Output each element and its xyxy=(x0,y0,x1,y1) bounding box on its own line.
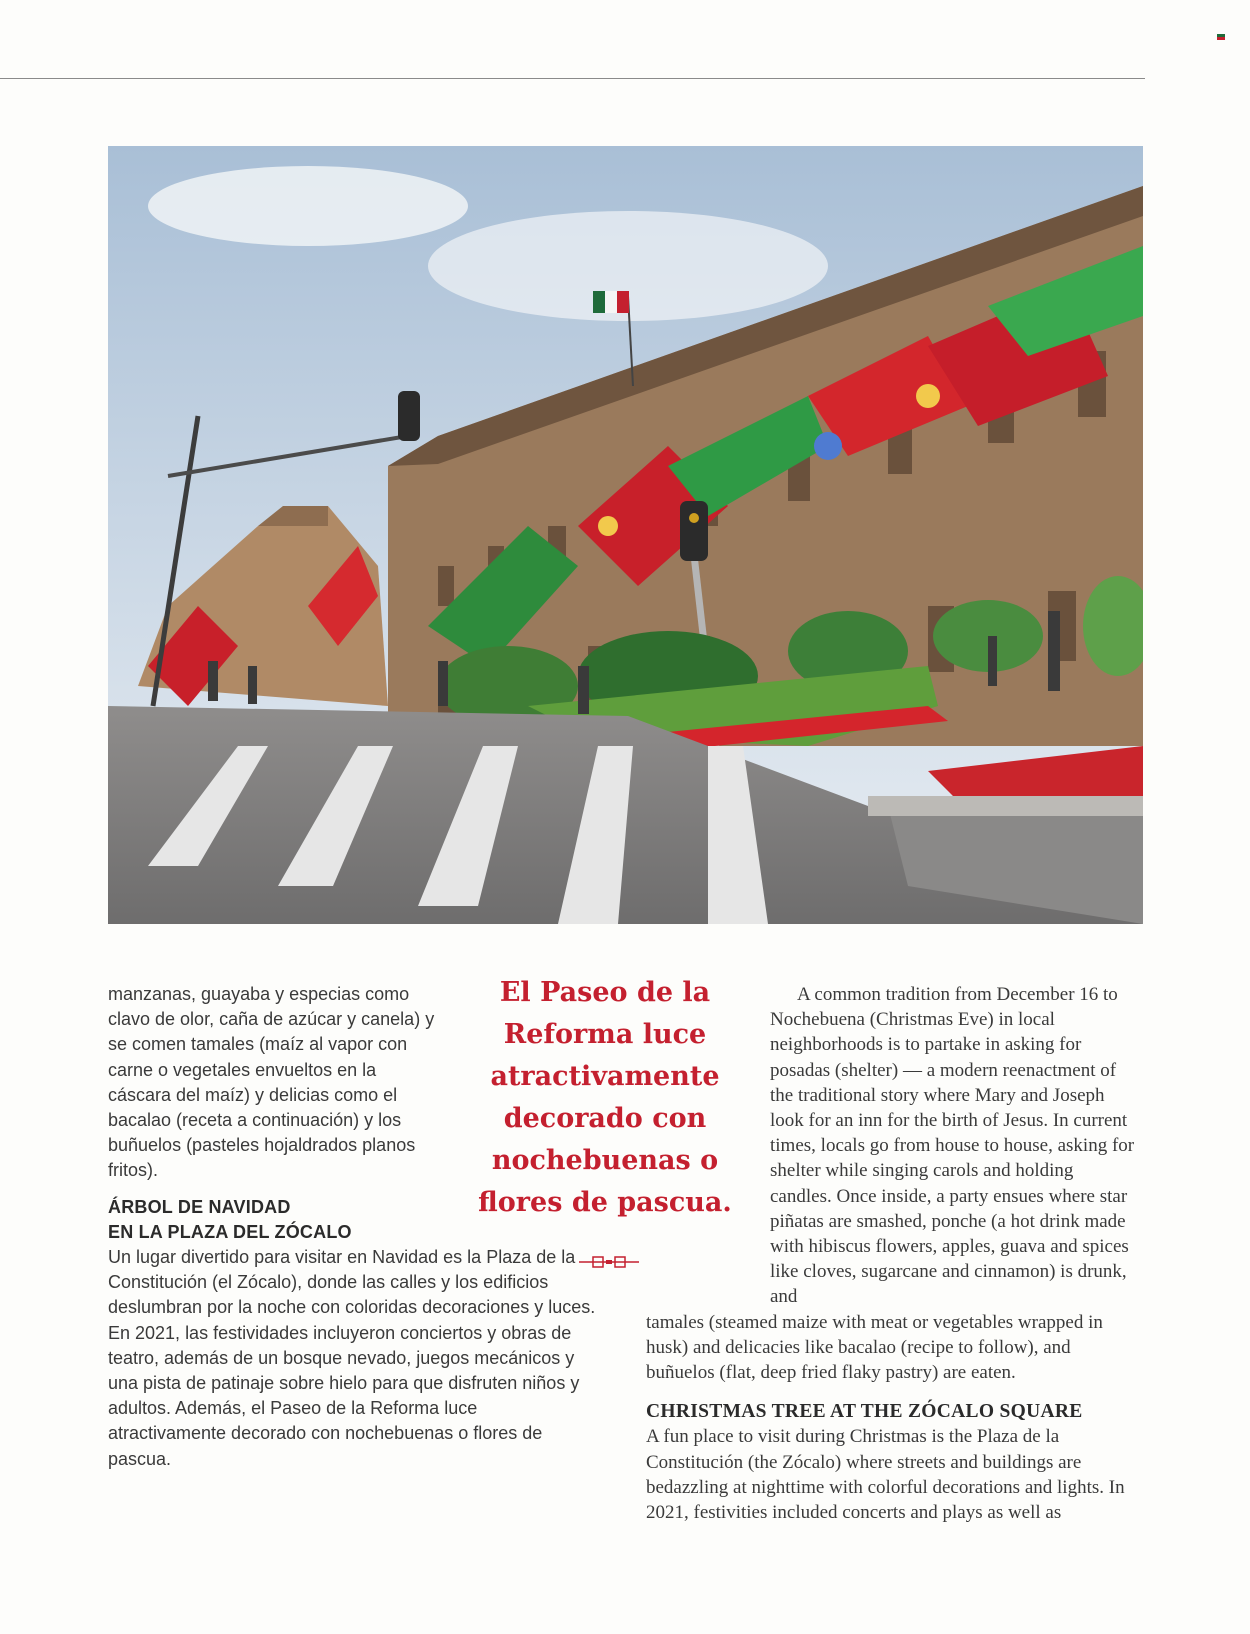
english-intro-wide: tamales (steamed maize with meat or vegetables wrapped in husk) and delicacies like bacalao (recipe to follow), and buñuelos (flat, deep fried flaky pastry) are eaten. xyxy=(646,1311,1103,1384)
spanish-heading-line1: ÁRBOL DE NAVIDAD xyxy=(108,1196,291,1217)
english-intro-narrow: A common tradition from December 16 to Nochebuena (Christmas Eve) in local neighborhoods is to partake in asking for posadas (shelter) — a modern reenactment of the traditional story where Mary and Joseph look for an inn for the birth of Jesus. In current times, locals go from house to house, asking for shelter while singing carols and holding candles. Once inside, a party ensues where star piñatas are smashed, ponche (a hot drink made with hibiscus flowers, apples, guava and spices like cloves, sugarcane and cinnamon) is drunk, and xyxy=(770,984,1135,1308)
english-section-heading: CHRISTMAS TREE AT THE ZÓCALO SQUARE xyxy=(646,1401,1083,1423)
english-body-paragraph: A fun place to visit during Christmas is the Plaza de la Constitución (the Zócalo) where streets and buildings are bedazzling at nighttime with colorful decorations and lights. In 2021, festivities included concerts and plays as well as xyxy=(646,1426,1125,1524)
spanish-body-paragraph: Un lugar divertido para visitar en Navidad es la Plaza de la Constitución (el Zócalo), donde las calles y los edificios deslumbran por la noche con coloridas decoraciones y luces. En 2021, las festividades incluyeron conciertos y obras de teatro, además de un bosque nevado, juegos mecánicos y una pista de patinaje sobre hielo para que disfruten niños y adultos. Además, el Paseo de la Reforma luce atractivamente decorado con nochebuenas o flores de pascua. xyxy=(108,1247,596,1469)
spanish-intro-paragraph: manzanas, guayaba y especias como clavo de olor, caña de azúcar y canela) y se comen tamales (maíz al vapor con carne o vegetales envueltos en la cáscara del maíz) y delicias como el bacalao (receta a continuación) y los buñuelos (pasteles hojaldrados planos fritos). xyxy=(108,984,435,1181)
hero-photo xyxy=(108,146,1143,924)
pull-quote: El Paseo de la Reforma luce atractivamente decorado con nochebuenas o flores de pascua. xyxy=(478,977,732,1218)
header-rule xyxy=(0,78,1145,79)
flag-mark-icon xyxy=(1217,34,1225,40)
zocalo-palace-illustration xyxy=(108,146,1143,924)
ornament-divider-icon xyxy=(579,1253,639,1271)
spanish-heading-line2: EN LA PLAZA DEL ZÓCALO xyxy=(108,1221,352,1242)
english-column xyxy=(646,982,1136,1525)
